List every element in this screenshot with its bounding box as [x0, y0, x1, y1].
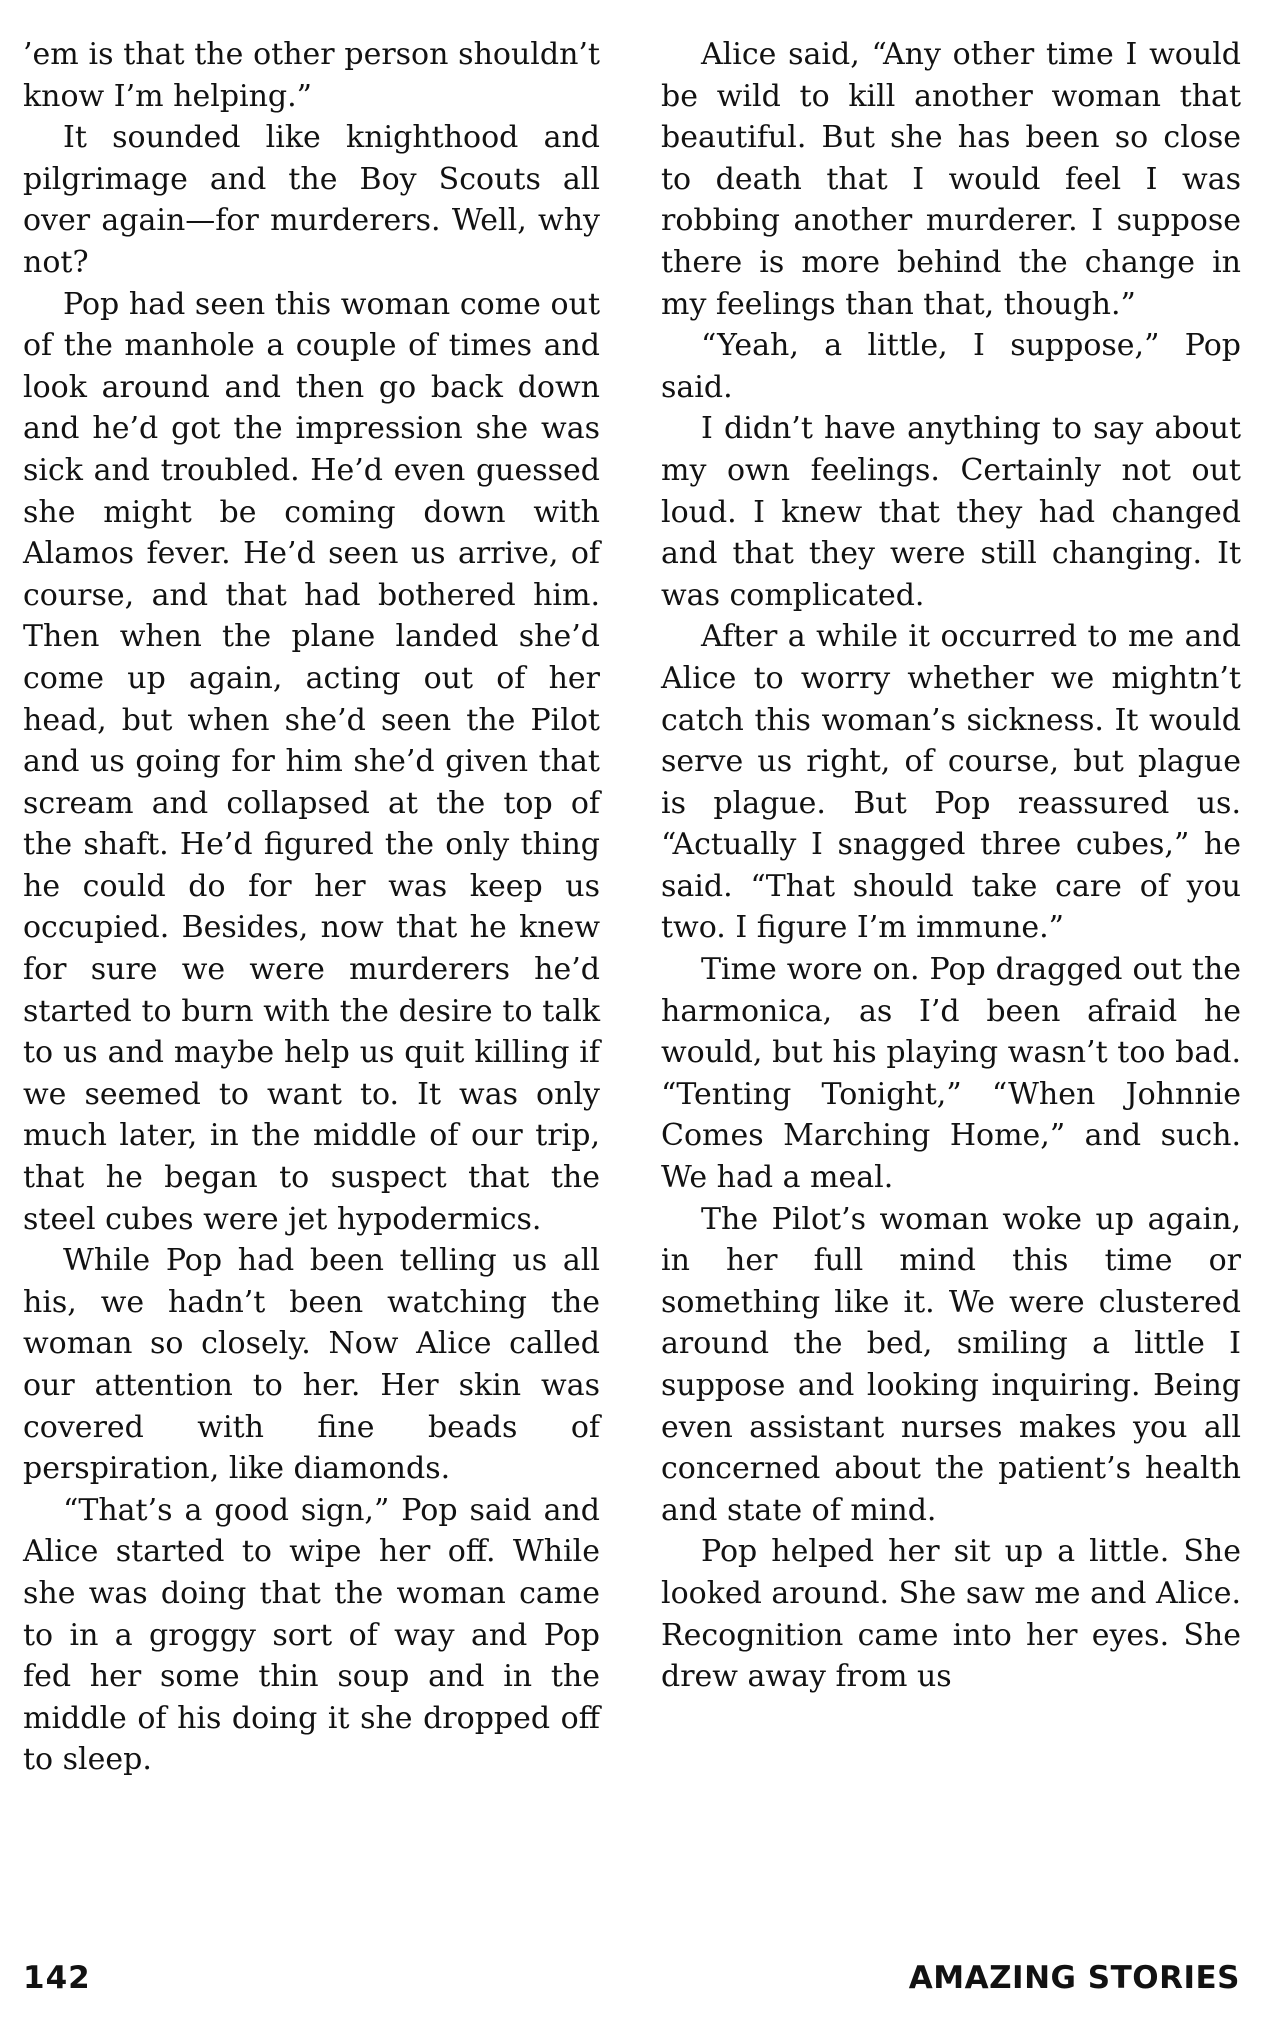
paragraph: Time wore on. Pop dragged out the harmonica, as I’d been afraid he would, but his playing wasn’t too bad. “Tenting Tonight,” “When Johnnie Comes Marching Home,” and such. We had a meal. [661, 952, 1241, 1196]
paragraph: While Pop had been telling us all his, we hadn’t been watching the woman so closely. Now Alice called our attention to her. Her skin was covered with fine beads of perspiration, like diamonds. [23, 1243, 600, 1487]
right-column [661, 34, 1241, 1698]
paragraph: “Yeah, a little, I suppose,” Pop said. [661, 328, 1241, 405]
page-number: 142 [23, 1960, 91, 1996]
paragraph: Pop had seen this woman come out of the manhole a couple of times and look around and then go back down and he’d got the impression she was sick and troubled. He’d even guessed she might be coming down with Alamos fever. He’d seen us arrive, of course, and that had bothered him. Then when the plane landed she’d come up again, acting out of her head, but when she’d seen the Pilot and us going for him she’d given that scream and collapsed at the top of the shaft. He’d figured the only thing he could do for her was keep us occupied. Besides, now that he knew for sure we were murderers he’d started to burn with the desire to talk to us and maybe help us quit killing if we seemed to want to. It was only much later, in the middle of our trip, that he began to suspect that the steel cubes were jet hypodermics. [23, 286, 600, 1237]
paragraph: I didn’t have anything to say about my own feelings. Certainly not out loud. I knew that they had changed and that they were still changing. It was complicated. [661, 411, 1241, 613]
paragraph: It sounded like knighthood and pilgrimage and the Boy Scouts all over again—for murderers. Well, why not? [23, 120, 600, 280]
paragraph: ’em is that the other person shouldn’t know I’m helping.” [23, 37, 600, 114]
left-column [23, 34, 600, 1781]
paragraph: Pop helped her sit up a little. She looked around. She saw me and Alice. Recognition came into her eyes. She drew away from us [661, 1534, 1241, 1695]
paragraph: The Pilot’s woman woke up again, in her full mind this time or something like it. We were clustered around the bed, smiling a little I suppose and looking inquiring. Being even assistant nurses makes you all concerned about the patient’s health and state of mind. [661, 1201, 1241, 1528]
paragraph: After a while it occurred to me and Alice to worry whether we mightn’t catch this woman’s sickness. It would serve us right, of course, but plague is plague. But Pop reassured us. “Actually I snagged three cubes,” he said. “That should take care of you two. I figure I’m immune.” [661, 619, 1241, 946]
paragraph: “That’s a good sign,” Pop said and Alice started to wipe her off. While she was doing that the woman came to in a groggy sort of way and Pop fed her some thin soup and in the middle of his doing it she dropped off to sleep. [23, 1492, 600, 1778]
paragraph: Alice said, “Any other time I would be wild to kill another woman that beautiful. But she has been so close to death that I would feel I was robbing another murderer. I suppose there is more behind the change in my feelings than that, though.” [661, 37, 1241, 322]
running-footer-title: AMAZING STORIES [908, 1960, 1240, 1996]
